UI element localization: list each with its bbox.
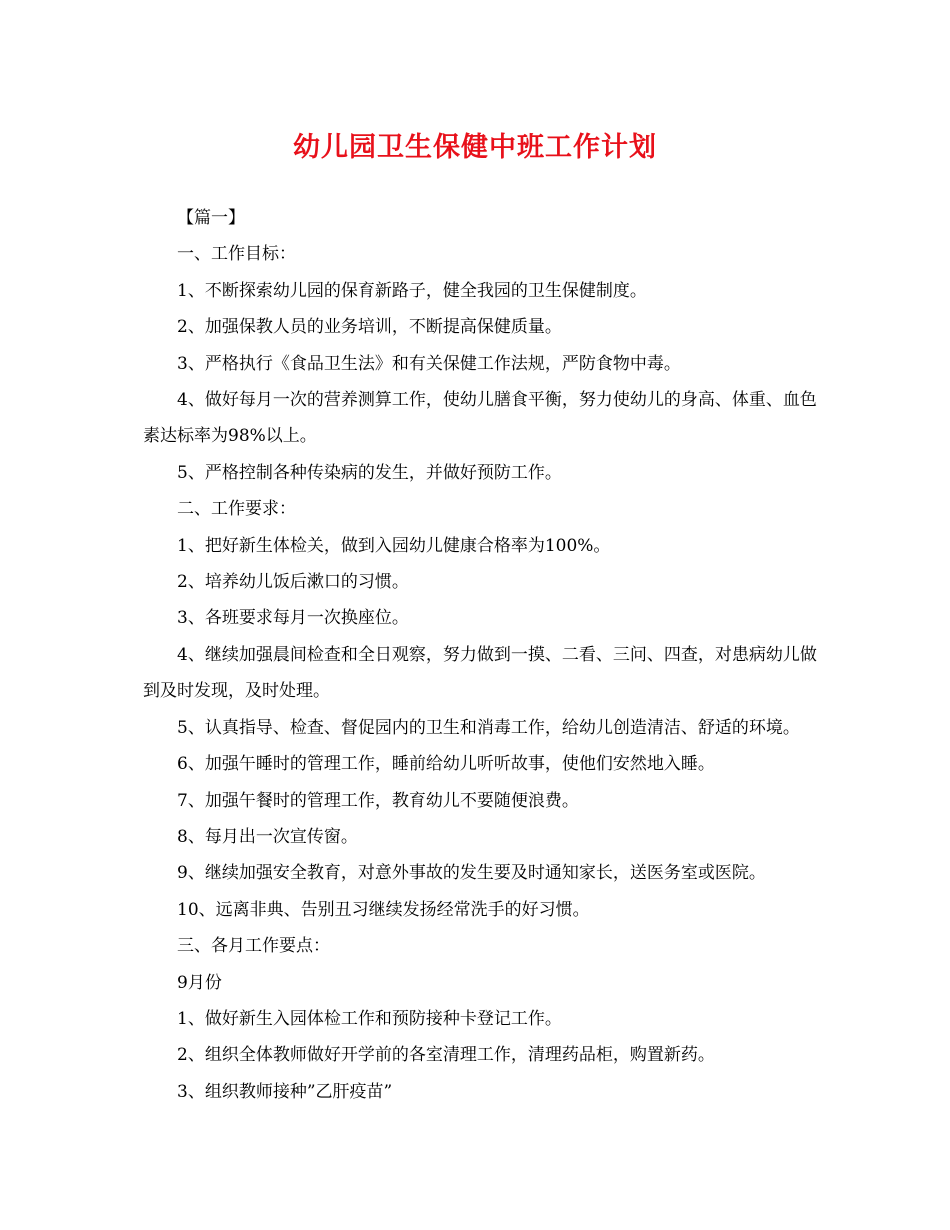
paragraph-goal-5: 5、严格控制各种传染病的发生，并做好预防工作。 (177, 462, 562, 483)
paragraph-heading-monthly: 三、各月工作要点： (177, 936, 330, 957)
document-title: 幼儿园卫生保健中班工作计划 (293, 132, 657, 163)
paragraph-month-september: 9月份 (177, 972, 222, 993)
paragraph-requirement-3: 3、各班要求每月一次换座位。 (177, 608, 409, 629)
paragraph-requirement-8: 8、每月出一次宣传窗。 (177, 826, 358, 847)
paragraph-goal-2: 2、加强保教人员的业务培训，不断提高保健质量。 (177, 317, 562, 338)
paragraph-requirement-2: 2、培养幼儿饭后漱口的习惯。 (177, 572, 409, 593)
paragraph-september-1: 1、做好新生入园体检工作和预防接种卡登记工作。 (177, 1008, 562, 1029)
paragraph-requirement-6: 6、加强午睡时的管理工作，睡前给幼儿听听故事，使他们安然地入睡。 (177, 754, 715, 775)
paragraph-goal-1: 1、不断探索幼儿园的保育新路子，健全我园的卫生保健制度。 (177, 280, 647, 301)
paragraph-requirement-9: 9、继续加强安全教育，对意外事故的发生要及时通知家长，送医务室或医院。 (177, 863, 766, 884)
paragraph-september-3: 3、组织教师接种”乙肝疫苗” (177, 1081, 393, 1102)
paragraph-requirement-10: 10、远离非典、告别丑习继续发扬经常洗手的好习惯。 (177, 899, 590, 920)
paragraph-section-label: 【篇一】 (177, 208, 245, 228)
paragraph-requirement-5: 5、认真指导、检查、督促园内的卫生和消毒工作，给幼儿创造清洁、舒适的环境。 (177, 717, 800, 738)
document-body (143, 200, 823, 1110)
paragraph-requirement-4: 4、继续加强晨间检查和全日观察，努力做到一摸、二看、三问、四查，对患病幼儿做到及时发现，及时处理。 (143, 644, 817, 702)
paragraph-heading-requirements: 二、工作要求： (177, 499, 296, 520)
paragraph-goal-4: 4、做好每月一次的营养测算工作，使幼儿膳食平衡，努力使幼儿的身高、体重、血色素达标率为98%以上。 (143, 390, 817, 447)
paragraph-requirement-7: 7、加强午餐时的管理工作，教育幼儿不要随便浪费。 (177, 790, 579, 811)
paragraph-requirement-1: 1、把好新生体检关，做到入园幼儿健康合格率为100%。 (177, 535, 611, 556)
paragraph-september-2: 2、组织全体教师做好开学前的各室清理工作，清理药品柜，购置新药。 (177, 1045, 715, 1066)
paragraph-goal-3: 3、严格执行《食品卫生法》和有关保健工作法规，严防食物中毒。 (177, 353, 681, 374)
paragraph-heading-goals: 一、工作目标： (177, 244, 296, 265)
